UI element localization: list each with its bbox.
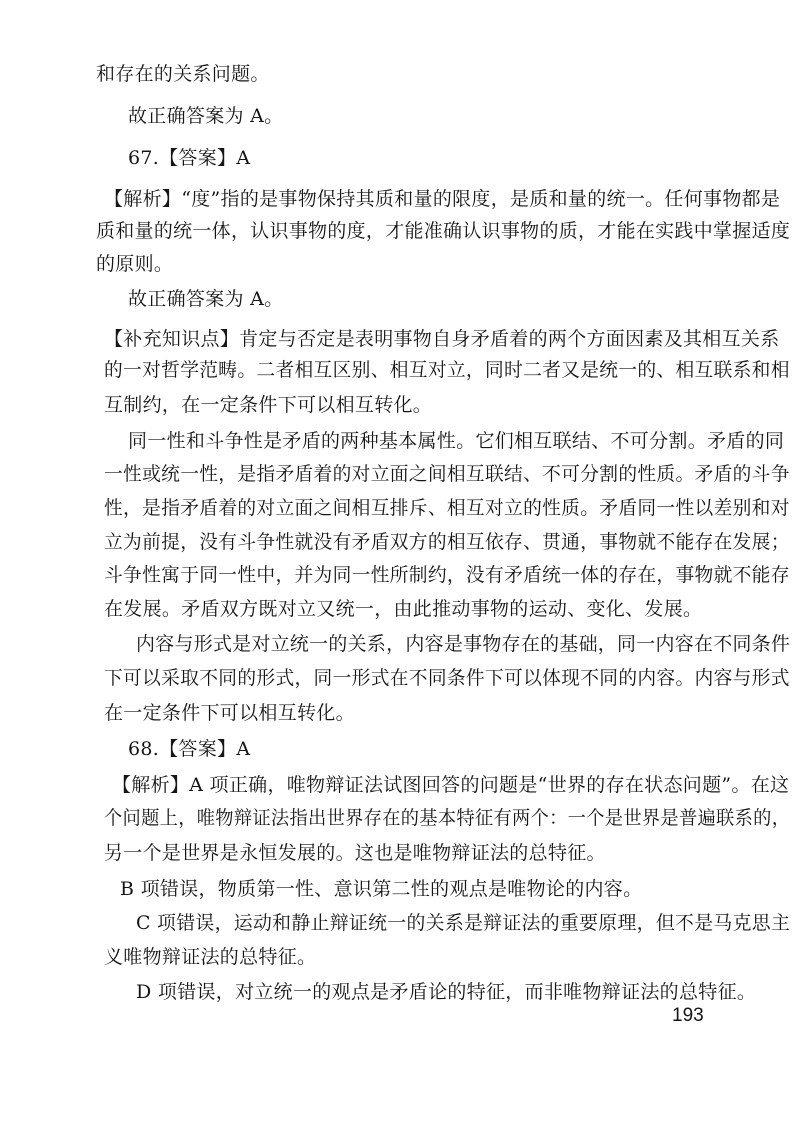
text-line: 另一个是世界是永恒发展的。这也是唯物辩证法的总特征。 — [104, 842, 606, 864]
text-line: 义唯物辩证法的总特征。 — [104, 946, 317, 968]
text-line: 个问题上，唯物辩证法指出世界存在的基本特征有两个：一个是世界是普遍联系的， — [104, 807, 791, 829]
text-line: 内容与形式是对立统一的关系，内容是事物存在的基础，同一内容在不同条件 — [136, 633, 791, 655]
text-line: 故正确答案为 A。 — [128, 105, 284, 127]
question-number-67: 67.【答案】A — [128, 147, 251, 169]
text-line: 的一对哲学范畴。二者相互区别、相互对立，同时二者又是统一的、相互联系和相 — [104, 359, 790, 381]
question-number-68: 68.【答案】A — [128, 738, 251, 760]
text-line: 互制约，在一定条件下可以相互转化。 — [104, 394, 433, 416]
text-line: 故正确答案为 A。 — [128, 288, 284, 310]
text-line: 【解析】A 项正确，唯物辩证法试图回答的问题是“世界的存在状态问题”。在这 — [112, 774, 790, 796]
text-line: 质和量的统一体，认识事物的度，才能准确认识事物的质，才能在实践中掌握适度 — [96, 220, 791, 242]
text-line: 在一定条件下可以相互转化。 — [104, 702, 355, 724]
text-line: C 项错误，运动和静止辩证统一的关系是辩证法的重要原理，但不是马克思主 — [136, 912, 791, 934]
text-line: 一性或统一性，是指矛盾着的对立面之间相互联结、不可分割的性质。矛盾的斗争 — [104, 463, 790, 485]
text-line: 和存在的关系问题。 — [96, 63, 270, 85]
text-line: 立为前提，没有斗争性就没有矛盾双方的相互依存、贯通，事物就不能存在发展； — [104, 531, 790, 553]
text-line: 在发展。矛盾双方既对立又统一，由此推动事物的运动、变化、发展。 — [104, 598, 703, 620]
text-line: 斗争性寓于同一性中，并为同一性所制约，没有矛盾统一体的存在，事物就不能存 — [104, 564, 790, 586]
text-line: 性，是指矛盾着的对立面之间相互排斥、相互对立的性质。矛盾同一性以差别和对 — [104, 497, 790, 519]
text-line: 的原则。 — [96, 253, 174, 275]
text-line: 【补充知识点】肯定与否定是表明事物自身矛盾着的两个方面因素及其相互关系 — [104, 328, 780, 350]
text-line: D 项错误，对立统一的观点是矛盾论的特征，而非唯物辩证法的总特征。 — [136, 981, 757, 1003]
text-line: 【解析】“度”指的是事物保持其质和量的限度，是质和量的统一。任何事物都是 — [104, 188, 781, 210]
text-line: 同一性和斗争性是矛盾的两种基本属性。它们相互联结、不可分割。矛盾的同 — [128, 430, 785, 452]
page-number: 193 — [672, 1005, 704, 1026]
text-line: B 项错误，物质第一性、意识第二性的观点是唯物论的内容。 — [120, 878, 643, 900]
text-line: 下可以采取不同的形式，同一形式在不同条件下可以体现不同的内容。内容与形式 — [104, 667, 790, 689]
